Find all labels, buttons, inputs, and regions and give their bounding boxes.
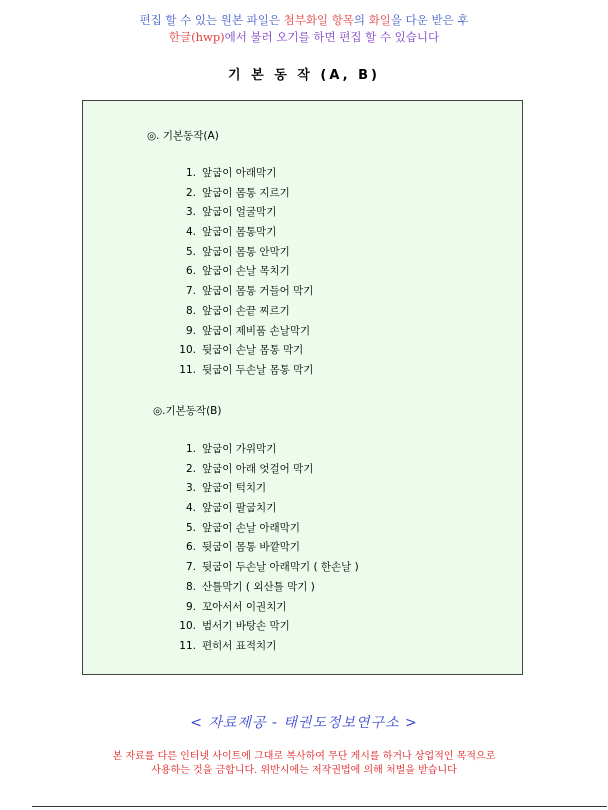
list-item-number: 11. [179, 363, 196, 376]
list-item [178, 282, 313, 302]
section-b-list [178, 440, 359, 657]
list-item-text: 앞굽이 손끝 찌르기 [202, 304, 290, 317]
list-item-number: 6. [185, 265, 196, 278]
list-item [178, 519, 359, 539]
list-item-text: 편히서 표적치기 [202, 639, 277, 652]
list-item-number: 2. [185, 186, 196, 199]
list-item-number: 3. [185, 206, 196, 219]
list-item-text: 앞굽이 가위막기 [202, 443, 277, 455]
edit-notice [0, 12, 608, 46]
list-item-text: 앞굽이 팔굽치기 [202, 502, 277, 515]
list-item-text: 앞굽이 몸통 지르기 [202, 186, 290, 199]
section-a-heading: ◎. 기본동작(A) [147, 130, 219, 142]
list-item-text: 앞굽이 손날 아래막기 [202, 521, 300, 534]
list-item [178, 460, 359, 480]
list-item-number: 10. [179, 620, 196, 633]
list-item-text: 앞굽이 몸통 거들어 막기 [202, 285, 314, 298]
copyright-line-2: 사용하는 것을 금합니다. 위반시에는 저작권법에 의해 처벌을 받습니다 [151, 765, 457, 776]
edit-notice-line-1 [0, 12, 608, 29]
list-item-text: 뒷굽이 손날 몸통 막기 [202, 344, 304, 357]
section-b-heading: ◎.기본동작(B) [153, 405, 222, 417]
notice-segment: 의 [353, 13, 369, 27]
notice-segment: 화일 [368, 13, 391, 27]
list-item-text: 앞굽이 몸통막기 [202, 226, 277, 239]
notice-segment: 한글(hwp) [168, 30, 225, 44]
list-item-number: 4. [185, 226, 196, 239]
credit-text: < 자료제공 - 태권도정보연구소 > [190, 715, 418, 731]
list-item-number: 4. [185, 502, 196, 515]
list-item-text: 범서기 바탕손 막기 [202, 620, 290, 633]
copyright-line-1: 본 자료를 다른 인터넷 사이트에 그대로 복사하여 무단 게시를 하거나 상업적인 목적으로 [112, 751, 496, 762]
page-title: 기 본 동 작 (A, B) [228, 68, 380, 83]
list-item [178, 499, 359, 519]
content-box [82, 100, 523, 675]
list-item-text: 앞굽이 턱치기 [202, 482, 267, 495]
list-item-text: 앞굽이 제비품 손날막기 [202, 324, 311, 337]
list-item [178, 558, 359, 578]
list-item-text: 뒷굽이 몸통 바깥막기 [202, 541, 300, 554]
list-item-number: 1. [185, 443, 196, 455]
list-item-number: 5. [185, 245, 196, 258]
list-item-text: 뒷굽이 두손날 몸통 막기 [202, 363, 314, 376]
list-item [178, 184, 313, 204]
list-item-number: 7. [185, 561, 196, 574]
list-item-text: 뒷굽이 두손날 아래막기 ( 한손날 ) [202, 561, 359, 574]
list-item [178, 262, 313, 282]
list-item [178, 479, 359, 499]
notice-segment: 첨부화일 항목 [283, 13, 354, 27]
list-item-text: 꼬아서서 이권치기 [202, 600, 287, 613]
list-item-number: 7. [185, 285, 196, 298]
list-item-number: 9. [185, 324, 196, 337]
notice-segment: 을 다운 받은 후 [390, 13, 469, 27]
list-item-text: 앞굽이 몸통 안막기 [202, 245, 290, 258]
notice-segment: 에서 불러 오기를 하면 편집 할 수 있습니다 [224, 30, 440, 44]
list-item [178, 223, 313, 243]
list-item-number: 9. [185, 600, 196, 613]
list-item [178, 538, 359, 558]
list-item-number: 5. [185, 521, 196, 534]
list-item-text: 앞굽이 아래막기 [202, 167, 277, 179]
list-item [178, 440, 359, 460]
list-item [178, 322, 313, 342]
list-item [178, 578, 359, 598]
list-item-number: 8. [185, 580, 196, 593]
edit-notice-line-2 [0, 29, 608, 46]
list-item [178, 361, 313, 381]
list-item [178, 617, 359, 637]
notice-segment: 편집 할 수 있는 원본 파일은 [139, 13, 284, 27]
list-item [178, 203, 313, 223]
list-item-text: 산틀막기 ( 외산틀 막기 ) [202, 580, 315, 593]
bottom-divider [32, 806, 607, 807]
list-item-number: 8. [185, 304, 196, 317]
section-a-list [178, 164, 313, 381]
list-item-text: 앞굽이 아래 엇걸어 막기 [202, 462, 314, 475]
list-item-number: 1. [185, 167, 196, 179]
list-item [178, 341, 313, 361]
list-item-number: 11. [179, 639, 196, 652]
copyright-notice [0, 750, 608, 778]
list-item-number: 3. [185, 482, 196, 495]
list-item [178, 302, 313, 322]
list-item-number: 2. [185, 462, 196, 475]
list-item-text: 앞굽이 손날 목치기 [202, 265, 290, 278]
list-item-number: 6. [185, 541, 196, 554]
list-item-number: 10. [179, 344, 196, 357]
list-item [178, 598, 359, 618]
list-item [178, 164, 313, 184]
list-item [178, 637, 359, 657]
list-item [178, 243, 313, 263]
list-item-text: 앞굽이 얼굴막기 [202, 206, 277, 219]
